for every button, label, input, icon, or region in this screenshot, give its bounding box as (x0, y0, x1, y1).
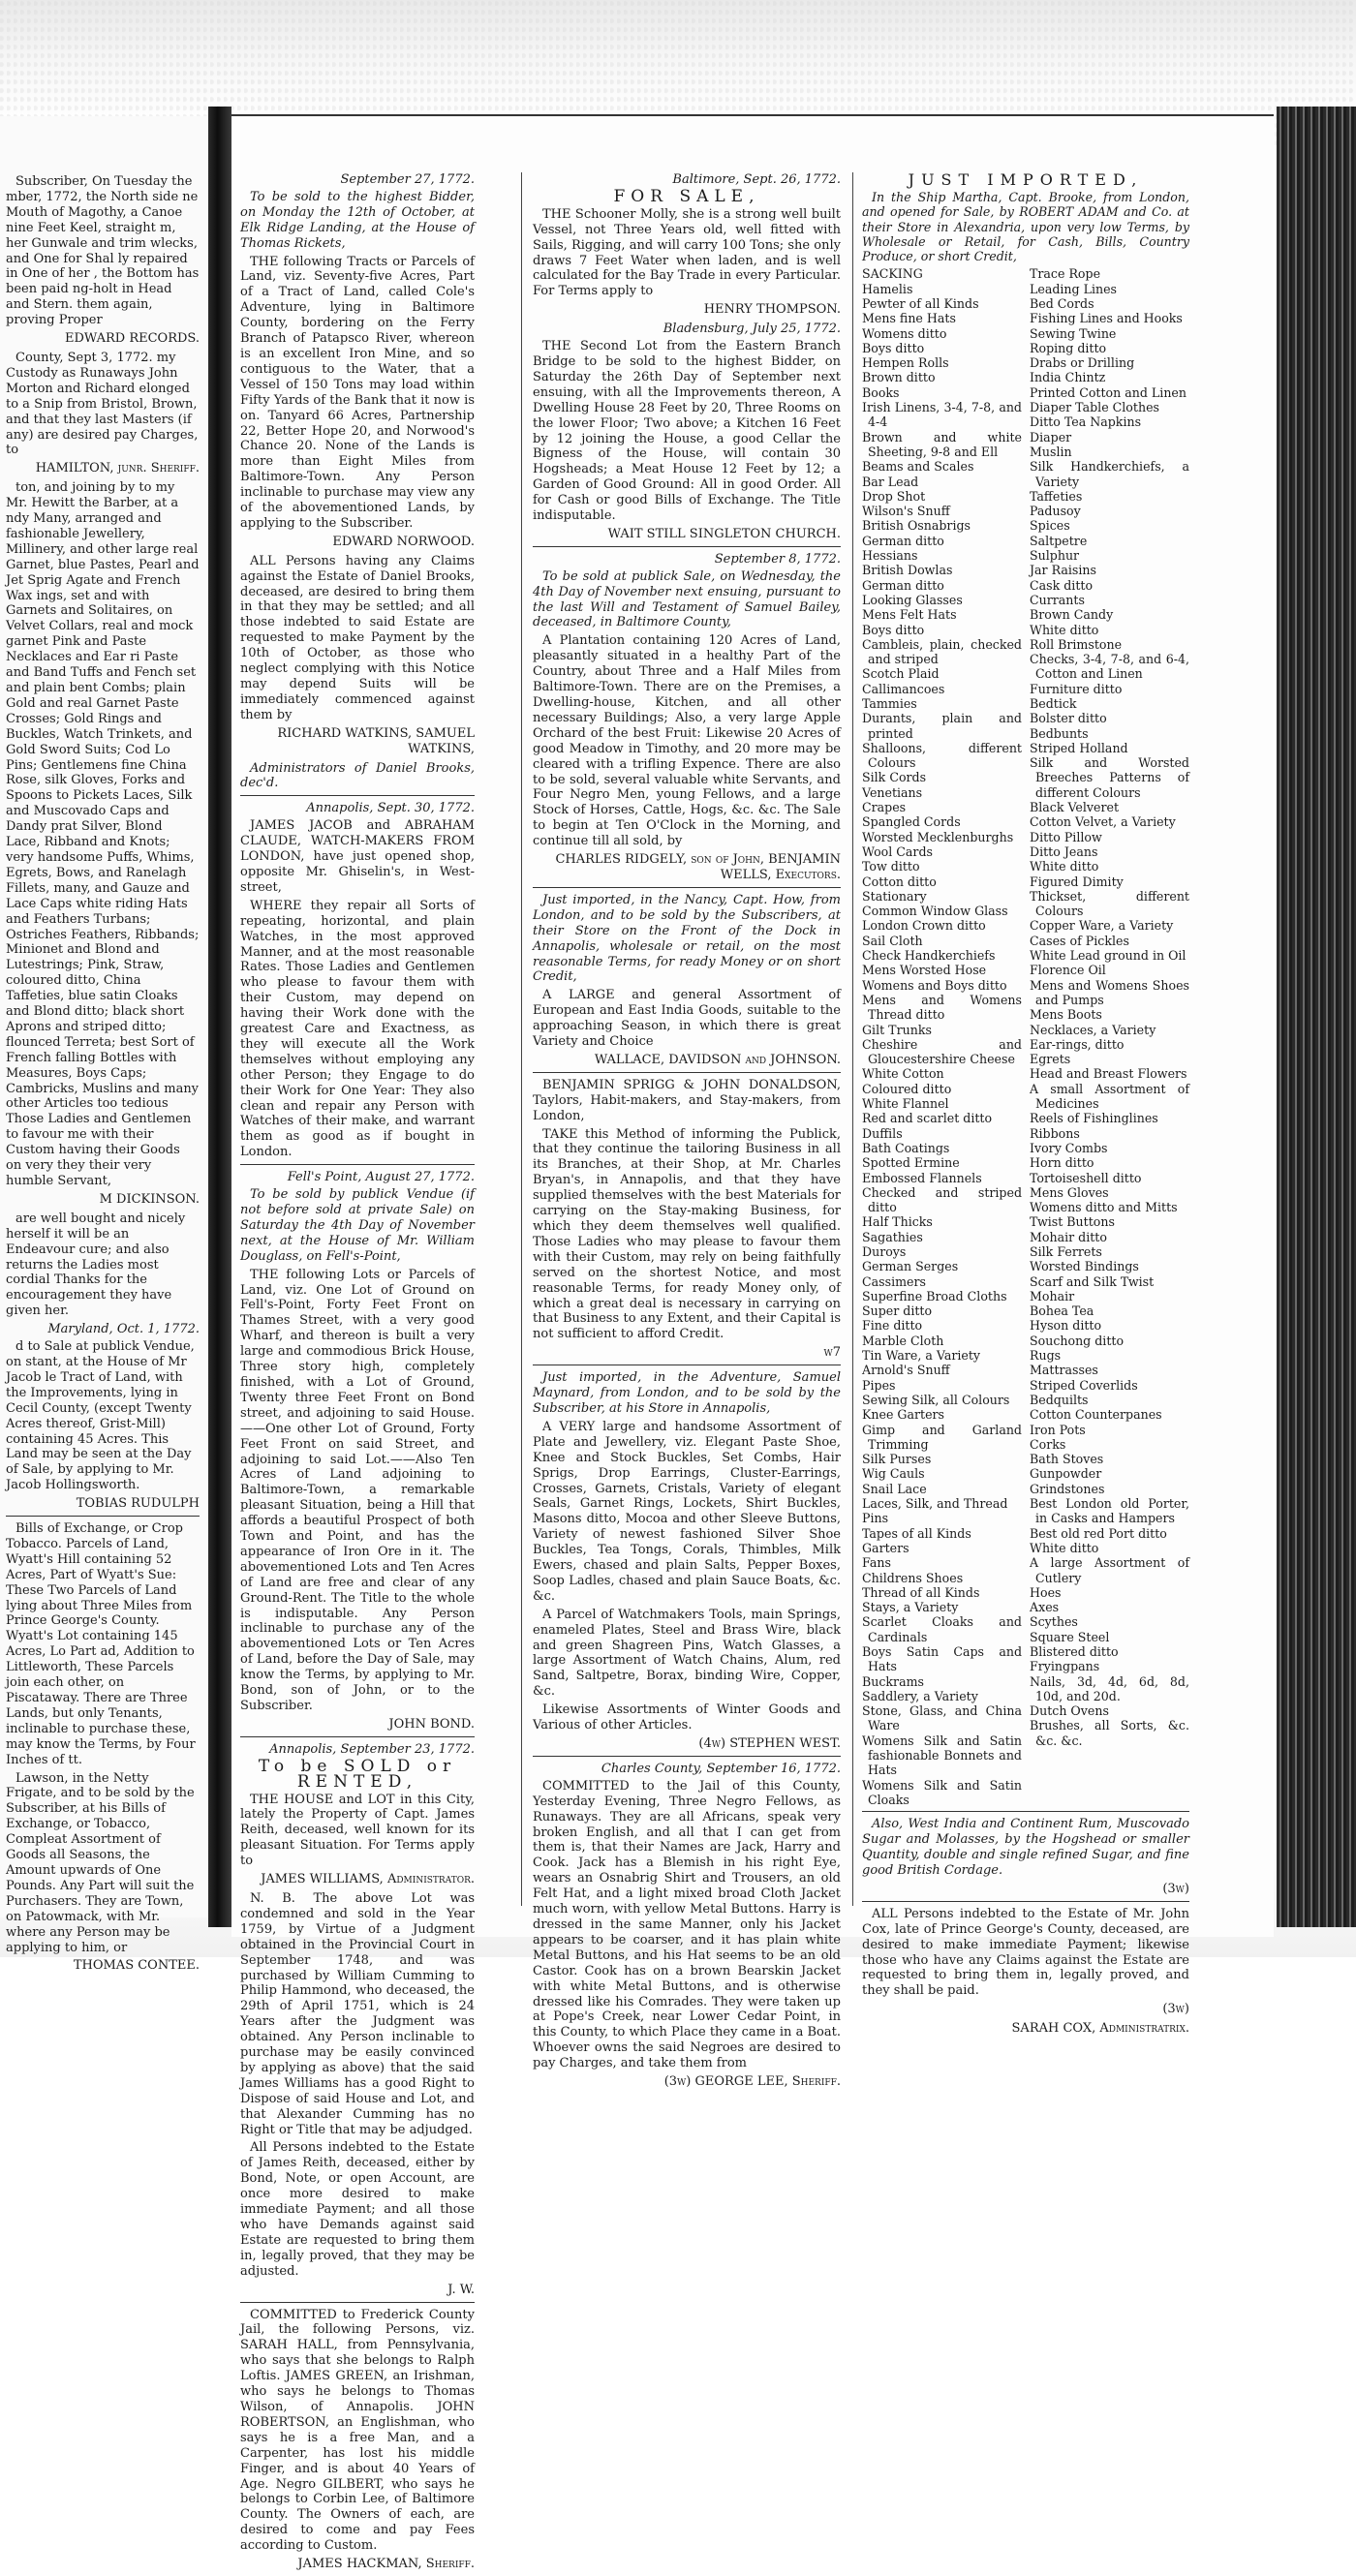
column-2 (240, 172, 475, 2576)
goods-item: Mohair ditto (1030, 1229, 1107, 1244)
goods-item: Padusoy (1030, 504, 1081, 519)
goods-item: Best London old Porter, in Casks and Hampers (1030, 1496, 1189, 1526)
goods-item: Coloured ditto (862, 1081, 952, 1096)
goods-item: Mattrasses (1030, 1363, 1098, 1378)
goods-item: Mens Gloves (1030, 1184, 1109, 1200)
divider (6, 1516, 200, 1517)
goods-item: Trace Rope (1030, 266, 1101, 282)
goods-item: Bohea Tea (1030, 1303, 1094, 1319)
goods-item: Grindstones (1030, 1481, 1105, 1496)
goods-item: Silk and Worsted Breeches Patterns of different Colours (1030, 755, 1189, 800)
signature: SARAH COX, Administratrix. (1011, 2021, 1189, 2037)
goods-item: Silk Handkerchiefs, a Variety (1030, 459, 1189, 489)
goods-item: Dutch Ovens (1030, 1703, 1109, 1719)
goods-item: Cassimers (862, 1273, 926, 1289)
goods-item: White ditto (1030, 1540, 1099, 1555)
goods-item: Super ditto (862, 1303, 933, 1319)
goods-item: Necklaces, a Variety (1030, 1022, 1156, 1037)
goods-item: Jar Raisins (1030, 563, 1096, 578)
goods-item: Copper Ware, a Variety (1030, 918, 1174, 934)
goods-item: Snail Lace (862, 1481, 927, 1496)
goods-item: Gilt Trunks (862, 1022, 932, 1037)
signature: HAMILTON, junr. Sheriff. (35, 461, 200, 476)
goods-item: Roll Brimstone (1030, 636, 1123, 652)
goods-item: Stone, Glass, and China Ware (862, 1703, 1022, 1733)
article-text: Subscriber, On Tuesday the mber, 1772, the North side ne Mouth of Magothy, a Canoe nine Feet Keel, straight m, her Gunwale and trim wlecks, and One for Shal ly repaired in One of her , the Bottom has been paid ng-holt in Head and Stern. them again, proving Proper (6, 174, 200, 328)
goods-item: Stationary (862, 888, 927, 904)
goods-item: Muslin (1030, 444, 1072, 459)
article-text: THE Schooner Molly, she is a strong well built Vessel, not Three Years old, well fitted with Sails, Rigging, and will carry 100 Tons; she only draws 7 Feet Water when laden, and is well calculated for the Bay Trade in every Particular. For Terms apply to (533, 206, 841, 299)
article-text: To be sold at publick Sale, on Wednesday, the 4th Day of November next ensuing, pursuant to the last Will and Testament of Samuel Bailey, deceased, in Baltimore County, (533, 568, 841, 630)
goods-item: Common Window Glass (862, 904, 1008, 919)
goods-item: Bar Lead (862, 474, 919, 489)
goods-item: Ditto Pillow (1030, 829, 1102, 844)
goods-item: Sulphur (1030, 548, 1080, 564)
goods-item: Brown Candy (1030, 607, 1114, 623)
article-text: d to Sale at publick Vendue, on stant, at the House of Mr Jacob le Tract of Land, with the Improvements, lying in Cecil County, (except Twenty Acres thereof, Grist-Mill) containing 45 Acres. This Land may be seen at the Day of Sale, by applying to Mr. Jacob Hollingsworth. (6, 1339, 195, 1493)
goods-item: Looking Glasses (862, 592, 963, 607)
article-text: WHERE they repair all Sorts of repeating, horizontal, and plain Watches, in the most approved Manner, and at the most reasonable Rates. Those Ladies and Gentlemen who please to favour them with their Custom, may depend on having their Work done with the greatest Care and Exactness, as they will execute all the Work themselves without employing any other Person; they Engage to do their Work for One Year: They also clean and repair any Person with Watches of their make, and warrant them as good as if bought in London. (240, 898, 475, 1160)
goods-item: Durants, plain and printed (862, 711, 1022, 741)
signature: TOBIAS RUDULPH (76, 1496, 200, 1512)
goods-item: Mohair (1030, 1288, 1075, 1303)
goods-item: Sewing Silk, all Colours (862, 1392, 1010, 1407)
signature: HENRY THOMPSON. (703, 302, 841, 318)
goods-item: Spangled Cords (862, 814, 961, 830)
goods-item: Boys Satin Caps and Hats (862, 1644, 1022, 1674)
signature: J. W. (447, 2282, 475, 2297)
goods-item: Sail Cloth (862, 933, 923, 948)
goods-item: Womens Silk and Satin fashionable Bonnets and Hats (862, 1733, 1022, 1778)
goods-item: Cask ditto (1030, 577, 1094, 593)
goods-item: Taffeties (1030, 488, 1083, 504)
article-text: THE Second Lot from the Eastern Branch Bridge to be sold to the highest Bidder, on Saturday the 26th Day of September next ensuing, with all the Improvements thereon, A Dwelling House 28 Feet by 20, Three Rooms on the lower Floor; Two above; a Kitchen 16 Feet by 12 joining the House, a good Cellar the Bigness of the House, will contain 30 Hogsheads; a Meat House 12 Feet by 12; a Garden of Good Ground: All in good Order. All for Cash or good Bills of Exchange. The Title indisputable. (533, 339, 841, 524)
goods-item: Scarf and Silk Twist (1030, 1273, 1155, 1289)
goods-item: Florence Oil (1030, 963, 1106, 978)
goods-item: London Crown ditto (862, 918, 986, 934)
goods-item: Cambleis, plain, checked and striped (862, 636, 1022, 667)
article-text: COMMITTED to the Jail of this County, Yesterday Evening, Three Negro Fellows, as Runaways. They are all Africans, speak very broken English, and all that I can get from them is, that their Names are Jack, Harry and Cook. Jack has a Blemish in his right Eye, wears an Osnabrig Shirt and Trousers, an old Felt Hat, and a light mixed broad Cloth Jacket much worn, with yellow Metal Buttons. Harry is dressed in the same Manner, only his Jacket appears to be coarser, and it has plain white Metal Buttons, and his Hat seems to be an old Castor. Cook has on a brown Bearskin Jacket with white Metal Buttons, and is otherwise dressed like his Comrades. They were taken up at Pope's Creek, near Lower Cedar Point, in this County, to which Place they came in a Boat. Whoever owns the said Negroes are desired to pay Charges, and take them from (533, 1778, 841, 2071)
goods-item: Garters (862, 1540, 909, 1555)
goods-item: White ditto (1030, 859, 1099, 874)
left-page-fragment (0, 116, 208, 1974)
signature: CHARLES RIDGELY, son of John, BENJAMIN WELLS, Executors. (555, 852, 841, 882)
article-text: are well bought and nicely herself it will be an Endeavour cure; and also returns the Ladies most cordial Thanks for the encouragement they have given her. (6, 1211, 186, 1319)
goods-item: Womens Silk and Satin Cloaks (862, 1777, 1022, 1807)
dateline: Baltimore, Sept. 26, 1772. (672, 172, 841, 187)
goods-item: Fishing Lines and Hooks (1030, 311, 1183, 326)
goods-item: Boys ditto (862, 622, 925, 637)
headline: FOR SALE, (613, 186, 760, 206)
goods-item: Sagathies (862, 1229, 923, 1244)
signature: WALLACE, DAVIDSON and JOHNSON. (594, 1052, 841, 1067)
dateline: September 27, 1772. (340, 172, 475, 187)
article-text: A Parcel of Watchmakers Tools, main Springs, enameled Plates, Steel and Brass Wire, black and green Shagreen Pins, Watch Glasses, a large Assortment of Watch Chains, Alum, red Sand, Saltpetre, Borax, binding Wire, Copper, &c. (533, 1607, 841, 1700)
goods-item: Sewing Twine (1030, 325, 1117, 341)
article-text: Bills of Exchange, or Crop Tobacco. Parcels of Land, Wyatt's Hill containing 52 Acres, Part of Wyatt's Sue: These Two Parcels of Land lying about Three Miles from Prince George's County. Wyatt's Lot containing 145 Acres, Lo Part ad, Addition to Littleworth, These Parcels join each other, on Piscataway. There are Three Lands, but only Tenants, inclinable to purchase these, may know the Terms, by Four Inches of tt. (6, 1521, 196, 1767)
goods-item: Hoes (1030, 1584, 1062, 1600)
goods-item: Ditto Tea Napkins (1030, 414, 1142, 430)
goods-item: Brushes, all Sorts, &c. &c. &c. (1030, 1718, 1189, 1748)
dateline: Bladensburg, July 25, 1772. (663, 322, 841, 337)
goods-item: Figured Dimity (1030, 874, 1124, 889)
goods-item: Mens and Womens Thread ditto (862, 992, 1022, 1023)
article-text: THE following Tracts or Parcels of Land, viz. Seventy-five Acres, Part of a Tract of Land, called Cole's Adventure, lying in Baltimore County, bordering on the Ferry Branch of Patapsco River, whereon is an excellent Iron Mine, and so contiguous to the Water, that a Vessel of 150 Tons may load within Fifty Yards of the Bank that it now is on. Tanyard 66 Acres, Partnership 22, Better Hope 20, and Norwood's Chance 20. None of the Lands is more than Eight Miles from Baltimore-Town. Any Person inclinable to purchase may view any of the abovementioned Lands, by applying to the Subscriber. (240, 254, 475, 531)
signature: (3w) GEORGE LEE, Sheriff. (663, 2074, 841, 2090)
headline: JUST IMPORTED, (908, 170, 1144, 189)
goods-item: Hessians (862, 548, 918, 564)
goods-item: Tin Ware, a Variety (862, 1348, 981, 1364)
goods-item: Gunpowder (1030, 1466, 1102, 1482)
goods-item: Silk Cords (862, 770, 927, 785)
goods-item: Cheshire and Gloucestershire Cheese (862, 1036, 1022, 1067)
goods-item: Square Steel (1030, 1629, 1110, 1644)
goods-item: White ditto (1030, 622, 1099, 637)
article-text: THE following Lots or Parcels of Land, viz. One Lot of Ground on Fell's-Point, Forty Feet Front on Thames Street, with a very good Wharf, and thereon is built a very large and commodious Brick House, Three story high, completely finished, with a Lot of Ground, Twenty three Feet Front on Bond street, and adjoining to said House.——One other Lot of Ground, Forty Feet Front on said Street, and adjoining to said Lot.——Also Ten Acres of Land adjoining to Baltimore-Town, a remarkable pleasant Situation, being a Hill that affords a beautiful Prospect of both Town and Point, and has the appearance of Iron Ore in it. The abovementioned Lots and Ten Acres of Land are free and clear of any Ground-Rent. The Title to the whole is indisputable. Any Person inclinable to purchase any of the abovementioned Lots or Ten Acres of Land, before the Day of Sale, may know the Terms, by applying to Mr. Bond, son of John, or to the Subscriber. (240, 1267, 475, 1713)
goods-item: Womens and Boys ditto (862, 977, 1007, 993)
divider (533, 1756, 841, 1757)
article-text: COMMITTED to Frederick County Jail, the following Persons, viz. SARAH HALL, from Pennsylvania, who says that she belongs to Ralph Loftis. JAMES GREEN, an Irishman, who says he belongs to Thomas Wilson, of Annapolis. JOHN ROBERTSON, an Englishman, who says he is a free Man, and a Carpenter, has lost his middle Finger, and is about 40 Years of Age. Negro GILBERT, who says he belongs to Corbin Lee, of Baltimore County. The Owners of each, are desired to come and pay Fees according to Custom. (240, 2307, 475, 2554)
signature: (3w) (1162, 2002, 1189, 2017)
goods-item: German ditto (862, 577, 944, 593)
goods-list-right (1030, 266, 1189, 1807)
goods-item: Stays, a Variety (862, 1600, 959, 1615)
goods-item: Pins (862, 1511, 889, 1526)
article-text: A LARGE and general Assortment of European and East India Goods, suitable to the approaching Season, in which there is great Variety and Choice (533, 988, 841, 1050)
goods-item: India Chintz (1030, 370, 1106, 385)
signature: M DICKINSON. (99, 1191, 200, 1207)
goods-item: British Dowlas (862, 563, 953, 578)
goods-item: German Serges (862, 1259, 959, 1274)
dateline: Annapolis, September 23, 1772. (269, 1741, 475, 1757)
dateline: September 8, 1772. (714, 551, 841, 567)
goods-item: Laces, Silk, and Thread (862, 1496, 1008, 1512)
page-gutter (208, 107, 231, 1927)
goods-item: White Lead ground in Oil (1030, 948, 1186, 964)
goods-item: Embossed Flannels (862, 1170, 982, 1185)
left-column (6, 174, 200, 1978)
goods-item: Worsted Mecklenburghs (862, 829, 1014, 844)
goods-item: Tortoiseshell ditto (1030, 1170, 1142, 1185)
goods-item: Ditto Jeans (1030, 843, 1098, 859)
goods-item: Bed Cords (1030, 295, 1094, 311)
goods-item: Drop Shot (862, 488, 926, 504)
goods-item: Boys ditto (862, 340, 925, 355)
goods-item: Childrens Shoes (862, 1570, 964, 1585)
goods-item: Pipes (862, 1377, 896, 1393)
goods-item: Bedtick (1030, 696, 1077, 711)
goods-item: Iron Pots (1030, 1422, 1086, 1437)
goods-item: Cases of Pickles (1030, 933, 1129, 948)
goods-item: Mens fine Hats (862, 311, 956, 326)
goods-item: Books (862, 384, 900, 400)
signature: EDWARD RECORDS. (64, 331, 200, 347)
goods-item: Leading Lines (1030, 281, 1118, 296)
goods-item: Marble Cloth (862, 1333, 944, 1348)
divider (533, 1072, 841, 1073)
article-text: Administrators of Daniel Brooks, dec'd. (240, 760, 475, 791)
goods-item: Spices (1030, 518, 1070, 534)
goods-item: Hempen Rolls (862, 355, 949, 371)
goods-item: Pewter of all Kinds (862, 295, 979, 311)
goods-item: Shalloons, different Colours (862, 740, 1022, 771)
goods-item: Hamelis (862, 281, 913, 296)
goods-item: Fine ditto (862, 1318, 923, 1334)
signature: WAIT STILL SINGLETON CHURCH. (607, 526, 841, 541)
divider (533, 887, 841, 888)
goods-item: Ear-rings, ditto (1030, 1036, 1125, 1052)
dateline: Maryland, Oct. 1, 1772. (47, 1322, 200, 1337)
signature: EDWARD NORWOOD. (332, 534, 475, 549)
goods-item: Cotton Counterpanes (1030, 1407, 1162, 1423)
goods-item: Scythes (1030, 1614, 1078, 1630)
article-text: THE HOUSE and LOT in this City, lately the Property of Capt. James Reith, deceased, well known for its pleasant Situation. For Terms apply to (240, 1792, 475, 1869)
goods-item: Nails, 3d, 4d, 6d, 8d, 10d, and 20d. (1030, 1673, 1189, 1703)
goods-item: Brown and white Sheeting, 9-8 and Ell (862, 429, 1022, 459)
goods-item: Saltpetre (1030, 533, 1088, 548)
goods-item: A large Assortment of Cutlery (1030, 1555, 1189, 1585)
article-text: BENJAMIN SPRIGG & JOHN DONALDSON, Taylors, Habit-makers, and Stay-makers, from London, (533, 1077, 841, 1123)
divider (862, 1811, 1189, 1812)
goods-item: Mens and Womens Shoes and Pumps (1030, 977, 1189, 1007)
goods-item: Spotted Ermine (862, 1155, 960, 1171)
goods-item: Blistered ditto (1030, 1644, 1119, 1659)
goods-item: Axes (1030, 1600, 1060, 1615)
goods-item: Wig Cauls (862, 1466, 925, 1482)
article-text: To be sold by publick Vendue (if not before sold at private Sale) on Saturday the 4th Day of November next, at the House of Mr. William Douglass, on Fell's-Point, (240, 1187, 475, 1264)
article-text: Just imported, in the Nancy, Capt. How, from London, and to be sold by the Subscribers, at their Store on the Front of the Dock in Annapolis, wholesale or retail, on the most reasonable Terms, for ready Money or on short Credit, (533, 892, 841, 985)
signature: JOHN BOND. (388, 1716, 475, 1732)
goods-list (862, 266, 1189, 1807)
book-binding-edge (1277, 107, 1356, 1927)
goods-item: Reels of Fishinglines (1030, 1111, 1158, 1126)
goods-item: A small Assortment of Medicines (1030, 1081, 1189, 1112)
goods-item: Brown ditto (862, 370, 936, 385)
goods-item: Bolster ditto (1030, 711, 1107, 726)
goods-item: Bedbunts (1030, 725, 1089, 741)
article-text: Lawson, in the Netty Frigate, and to be sold by the Subscriber, at his Bills of Exchange, or Tobacco, Compleat Assortment of Goods all Seasons, the Amount upwards of One Pounds. Any Part will suit the Purchasers. They are Town, on Patowmack, with Mr. where any Person may be applying to him, or (6, 1770, 195, 1955)
goods-item: Checks, 3-4, 7-8, and 6-4, Cotton and Linen (1030, 652, 1189, 682)
goods-item: Twist Buttons (1030, 1214, 1115, 1230)
goods-item: Cotton Velvet, a Variety (1030, 814, 1176, 830)
goods-item: Duroys (862, 1243, 907, 1259)
goods-item: Bath Stoves (1030, 1452, 1104, 1467)
article-text: Also, West India and Continent Rum, Muscovado Sugar and Molasses, by the Hogshead or smaller Quantity, double and single refined Sugar, and fine good British Cordage. (862, 1817, 1189, 1878)
goods-item: Bedquilts (1030, 1392, 1089, 1407)
divider (240, 1164, 475, 1165)
article-text: N. B. The above Lot was condemned and sold in the Year 1759, by Virtue of a Judgment obtained in the Provincial Court in September 1748, and was purchased by William Cumming to Philip Hammond, who deceased, the 29th of April 1751, which is 24 Years after the Judgment was obtained. Any Person inclinable to purchase may be easily convinced by applying as above) that the said James Williams has a good Right to Dispose of said House and Lot, and that Alexander Cumming has no Right or Title that may be adjudged. (240, 1890, 475, 2137)
goods-item: Tow ditto (862, 859, 920, 874)
goods-item: Tapes of all Kinds (862, 1525, 971, 1541)
column-rule (521, 172, 522, 1906)
headline: To be SOLD or RENTED, (258, 1756, 457, 1792)
column-4 (862, 172, 1189, 2040)
goods-item: Diaper Table Clothes (1030, 400, 1159, 415)
column-rule (852, 172, 853, 1906)
goods-item: Half Thicks (862, 1214, 933, 1230)
goods-item: Hyson ditto (1030, 1318, 1102, 1334)
article-text: ALL Persons indebted to the Estate of Mr. John Cox, late of Prince George's County, deceased, are desired to make immediate Payment; likewise those who have any Claims against the Estate are requested to bring them in, legally proved, and they shall be paid. (862, 1906, 1189, 1999)
signature: (4w) STEPHEN WEST. (698, 1736, 841, 1751)
article-text: Just imported, in the Adventure, Samuel Maynard, from London, and to be sold by the Subscriber, at his Store in Annapolis, (533, 1370, 841, 1416)
goods-item: German ditto (862, 533, 944, 548)
dateline: Annapolis, Sept. 30, 1772. (306, 801, 475, 816)
goods-item: Fryingpans (1030, 1659, 1100, 1674)
goods-item: SACKING (862, 266, 923, 282)
goods-item: Tammies (862, 696, 917, 711)
goods-item: Ivory Combs (1030, 1140, 1108, 1155)
goods-item: Drabs or Drilling (1030, 355, 1135, 371)
goods-item: Currants (1030, 592, 1085, 607)
goods-item: Cotton ditto (862, 874, 937, 889)
goods-item: Horn ditto (1030, 1155, 1094, 1171)
goods-item: Fans (862, 1555, 891, 1571)
signature: JAMES HACKMAN, Sheriff. (297, 2557, 475, 2572)
goods-item: Gimp and Garland Trimming (862, 1422, 1022, 1452)
signature: THOMAS CONTEE. (73, 1958, 200, 1974)
goods-item: Corks (1030, 1436, 1066, 1452)
goods-item: Silk Ferrets (1030, 1243, 1102, 1259)
goods-item: Buckrams (862, 1673, 924, 1689)
goods-item: Mens Boots (1030, 1007, 1102, 1023)
article-text: A Plantation containing 120 Acres of Land, pleasantly situated in a healthy Part of the Country, about Three and a Half Miles from Baltimore-Town. There are on the Premises, a Dwelling-house, Kitchen, and all other necessary Buildings; Also, a very large Apple Orchard of the best Fruit: Likewise 20 Acres of good Meadow in Timothy, and 20 more may be cleared with a trifling Expence. There are also to be sold, several valuable white Servants, and Four Negro Men, young Fellows, and a large Stock of Horses, Cattle, Hogs, &c. &c. The Sale to begin at Ten O'Clock in the Morning, and continue till all sold, by (533, 633, 841, 849)
divider (533, 546, 841, 547)
signature: w7 (823, 1345, 841, 1361)
goods-item: Wilson's Snuff (862, 504, 950, 519)
goods-item: Black Velveret (1030, 800, 1119, 815)
article-text: County, Sept 3, 1772. my Custody as Runaways John Morton and Richard elonged to a Snip from Bristol, Brown, and that they last Masters (if any) are desired pay Charges, to (6, 350, 199, 458)
goods-item: Red and scarlet ditto (862, 1111, 993, 1126)
goods-item: Ribbons (1030, 1125, 1080, 1141)
goods-item: Callimancoes (862, 681, 945, 696)
goods-item: Beams and Scales (862, 459, 974, 475)
goods-item: Check Handkerchiefs (862, 948, 996, 964)
goods-item: Wool Cards (862, 843, 933, 859)
article-text: All Persons indebted to the Estate of James Reith, deceased, either by Bond, Note, or open Account, are once more desired to make immediate Payment; and all those who have Demands against said Estate are requested to bring them in, legally proved, that they may be adjusted. (240, 2140, 475, 2279)
goods-item: Printed Cotton and Linen (1030, 384, 1186, 400)
goods-item: White Flannel (862, 1096, 949, 1112)
divider (240, 2302, 475, 2303)
article-intro: In the Ship Martha, Capt. Brooke, from London, and opened for Sale, by ROBERT ADAM and Co. at their Store in Alexandria, upon very low Terms, by Wholesale or Retail, for Cash, Bills, Country Produce, or short Credit, (862, 189, 1189, 264)
goods-item: Egrets (1030, 1052, 1071, 1067)
goods-item: Venetians (862, 784, 923, 800)
dateline: Fell's Point, August 27, 1772. (287, 1170, 475, 1185)
goods-item: Head and Breast Flowers (1030, 1066, 1187, 1082)
goods-item: Knee Garters (862, 1407, 945, 1423)
signature: JAMES WILLIAMS, Administrator. (261, 1872, 475, 1887)
goods-item: Roping ditto (1030, 340, 1107, 355)
goods-item: Bath Coatings (862, 1140, 950, 1155)
goods-item: Superfine Broad Cloths (862, 1288, 1007, 1303)
goods-item: Thickset, different Colours (1030, 888, 1189, 919)
goods-item: British Osnabrigs (862, 518, 971, 534)
article-text: A VERY large and handsome Assortment of Plate and Jewellery, viz. Elegant Paste Shoe, Knee and Stock Buckles, Set Combs, Hair Sprigs, Drop Earrings, Cluster-Earrings, Crosses, Garnets, Cristals, Variety of elegant Seals, Garnet Rings, Lockets, Shirt Buckles, Masons ditto, Mocoa and other Sleeve Buttons, Variety of newest fashioned Silver Shoe Buckles, Tea Tongs, Corals, Thimbles, Milk Ewers, chased and plain Salts, Pepper Boxes, Soop Ladles, chased and plain Sauce Boats, &c. &c. (533, 1419, 841, 1604)
divider (240, 1736, 475, 1737)
article-text: ALL Persons having any Claims against the Estate of Daniel Brooks, deceased, are desired to bring them in that they may be settled; and all those indebted to said Estate are requested to make Payment by the 10th of October, as those who neglect complying with this Notice may depend Suits will be immediately commenced against them by (240, 553, 475, 722)
goods-list-left (862, 266, 1022, 1807)
goods-item: Scarlet Cloaks and Cardinals (862, 1614, 1022, 1644)
article-text: JAMES JACOB and ABRAHAM CLAUDE, WATCH-MAKERS FROM LONDON, have just opened shop, opposite Mr. Ghiselin's, in West-street, (240, 818, 475, 895)
signature: (3w) (1162, 1881, 1189, 1896)
goods-item: Saddlery, a Variety (862, 1688, 978, 1703)
goods-item: Irish Linens, 3-4, 7-8, and 4-4 (862, 400, 1022, 430)
goods-item: Striped Coverlids (1030, 1377, 1138, 1393)
goods-item: Rugs (1030, 1348, 1062, 1364)
goods-item: White Cotton (862, 1066, 944, 1082)
goods-item: Worsted Bindings (1030, 1259, 1139, 1274)
goods-item: Arnold's Snuff (862, 1363, 950, 1378)
goods-item: Souchong ditto (1030, 1333, 1125, 1348)
article-text: ton, and joining by to my Mr. Hewitt the Barber, at a ndy Many, arranged and fashionable Jewellery, Millinery, and other large real Garnet, blue Pastes, Pearl and Jet Sprig Agate and French Wax ings, set and with Garnets and Solitaires, on Velvet Collars, real and mock garnet Pink and Paste Necklaces and Ear ri Paste and Band Tuffs and Fench set and plain bent Combs; plain Gold and real Garnet Paste Crosses; Gold Rings and Buckles, Watch Trinkets, and Gold Sword Suits; Cod Lo Pins; Gentlemens fine China Rose, silk Gloves, Forks and Spoons to Pickets Laces, Silk and Muscovado Caps and Dandy prat Silver, Blond Lace, Ribband and Knots; very handsome Puffs, Whims, Egrets, Bows, and Ranelagh Fillets, many, and Gauze and Lace Caps white riding Hats and Feathers Turbans; Ostriches Feathers, Ribbands; Minionet and Blond and Lutestrings; Pink, Straw, coloured ditto, China Taffeties, blue satin Cloaks and Blond ditto; black short Aprons and striped ditto; flounced Terreta; best Sort of French falling Bottles with Measures, Boys Caps; Cambricks, Muslins and many other Articles too tedious Those Ladies and Gentlemen to favour me with their Custom having their Goods on very they their very humble Servant, (6, 480, 200, 1188)
column-3 (533, 172, 841, 2094)
goods-item: Womens ditto and Mitts (1030, 1200, 1178, 1215)
goods-item: Duffils (862, 1125, 903, 1141)
article-text: TAKE this Method of informing the Publick, that they continue the tailoring Business in all its Branches, at their Shop, at Mr. Charles Bryan's, in Annapolis, and that they have supplied themselves with the best Materials for carrying on the Stay-making Business, for which they deem themselves well qualified. Those Ladies who may please to favour them with their Custom, may rely on being faithfully served on the shortest Notice, and most reasonable Terms, for ready Money only, of which a great deal is necessary in carrying on that Business to any Extent, and their Capital is not sufficient to afford Credit. (533, 1126, 841, 1342)
dateline: Charles County, September 16, 1772. (601, 1761, 841, 1776)
goods-item: Best old red Port ditto (1030, 1525, 1167, 1541)
goods-item: Thread of all Kinds (862, 1584, 980, 1600)
goods-item: Crapes (862, 800, 907, 815)
goods-item: Checked and striped ditto (862, 1184, 1022, 1215)
goods-item: Mens Felt Hats (862, 607, 957, 623)
divider (240, 795, 475, 796)
goods-item: Striped Holland (1030, 740, 1128, 755)
goods-item: Diaper (1030, 429, 1072, 445)
goods-item: Silk Purses (862, 1452, 932, 1467)
goods-item: Womens ditto (862, 325, 947, 341)
article-text: To be sold to the highest Bidder, on Monday the 12th of October, at Elk Ridge Landing, at the House of Thomas Rickets, (240, 189, 475, 251)
divider (862, 1901, 1189, 1902)
goods-item: Mens Worsted Hose (862, 963, 987, 978)
article-text: Likewise Assortments of Winter Goods and Various of other Articles. (533, 1702, 841, 1733)
goods-item: Furniture ditto (1030, 681, 1123, 696)
goods-item: Scotch Plaid (862, 666, 940, 682)
signature: RICHARD WATKINS, SAMUEL WATKINS, (277, 725, 475, 756)
